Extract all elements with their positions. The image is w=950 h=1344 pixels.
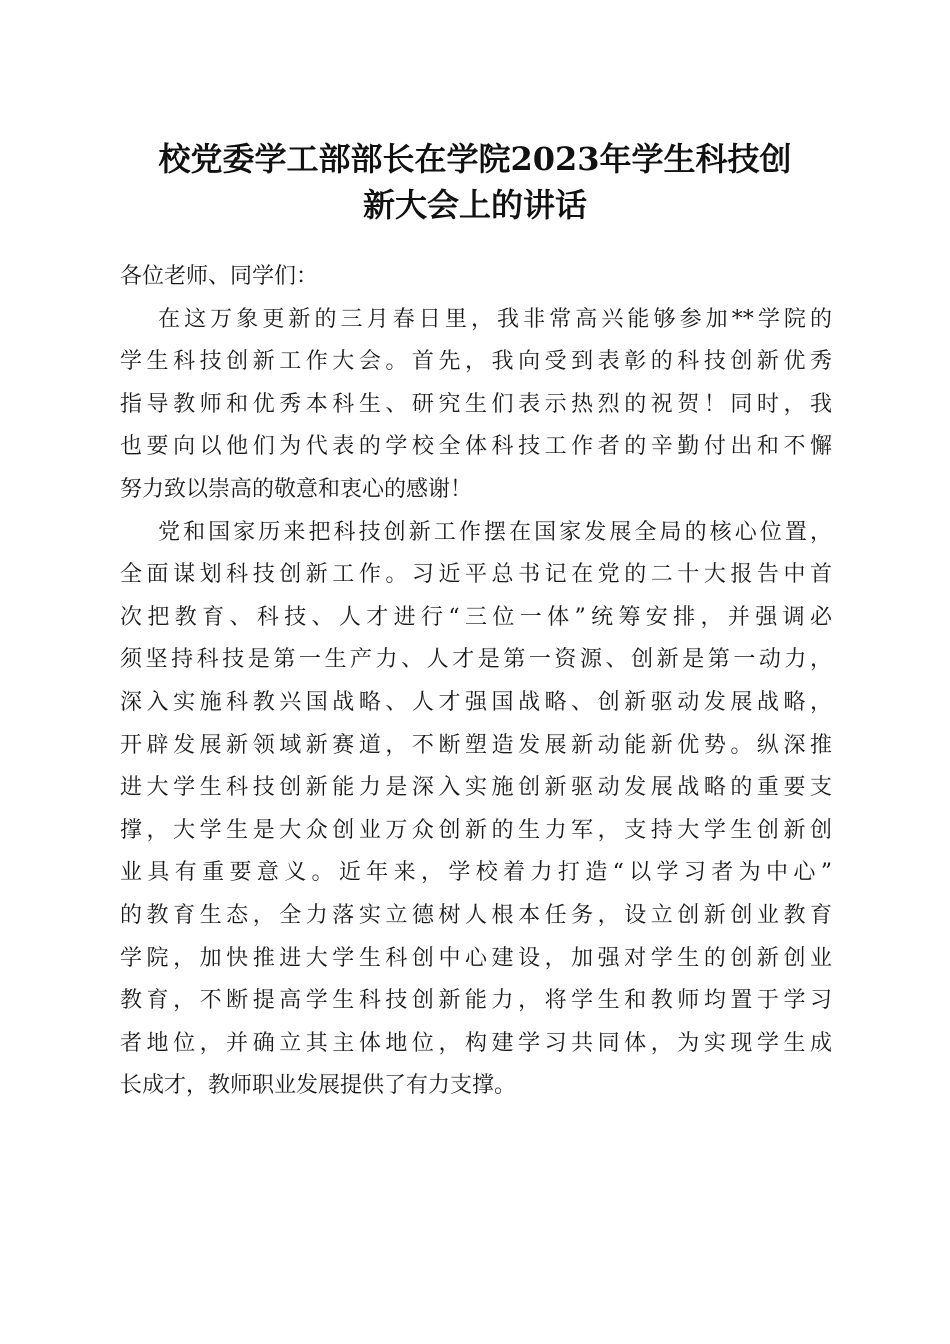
title-line-1: 校党委学工部部长在学院2023年学生科技创: [158, 140, 792, 178]
paragraph-line: 党和国家历来把科技创新工作摆在国家发展全局的核心位置，: [158, 519, 832, 545]
paragraph-line: 指导教师和优秀本科生、研究生们表示热烈的祝贺！同时，我: [120, 391, 832, 417]
paragraph-line: 教育，不断提高学生科技创新能力，将学生和教师均置于学习: [120, 988, 832, 1014]
paragraph-line: 在这万象更新的三月春日里，我非常高兴能够参加**学院的: [158, 306, 832, 332]
paragraph-line: 业具有重要意义。近年来，学校着力打造“以学习者为中心”: [120, 860, 832, 886]
paragraph-2: [120, 512, 832, 1108]
paragraph-line: 全面谋划科技创新工作。习近平总书记在党的二十大报告中首: [120, 562, 832, 588]
paragraph-1: [120, 299, 832, 512]
paragraph-line: 次把教育、科技、人才进行“三位一体”统筹安排，并强调必: [120, 604, 832, 630]
paragraph-line: 撑，大学生是大众创业万众创新的生力军，支持大学生创新创: [120, 817, 832, 843]
paragraph-line: 进大学生科技创新能力是深入实施创新驱动发展战略的重要支: [120, 775, 832, 801]
paragraph-line: 努力致以崇高的敬意和衷心的感谢！: [120, 476, 473, 502]
paragraph-line: 者地位，并确立其主体地位，构建学习共同体，为实现学生成: [120, 1030, 832, 1056]
paragraph-line: 的教育生态，全力落实立德树人根本任务，设立创新创业教育: [120, 902, 832, 928]
paragraph-line: 深入实施科教兴国战略、人才强国战略、创新驱动发展战略，: [120, 689, 832, 715]
paragraph-line: 长成才，教师职业发展提供了有力支撑。: [120, 1073, 517, 1099]
paragraph-line: 学生科技创新工作大会。首先，我向受到表彰的科技创新优秀: [120, 349, 832, 375]
salutation: 各位老师、同学们：: [120, 264, 319, 289]
document-body: [120, 256, 832, 1108]
title-line-2: 新大会上的讲话: [362, 186, 587, 224]
paragraph-line: 学院，加快推进大学生科创中心建设，加强对学生的创新创业: [120, 945, 832, 971]
paragraph-line: 须坚持科技是第一生产力、人才是第一资源、创新是第一动力，: [120, 647, 832, 673]
paragraph-line: 开辟发展新领域新赛道，不断塑造发展新动能新优势。纵深推: [120, 732, 832, 758]
document-title: [100, 136, 850, 228]
paragraph-line: 也要向以他们为代表的学校全体科技工作者的辛勤付出和不懈: [120, 434, 832, 460]
